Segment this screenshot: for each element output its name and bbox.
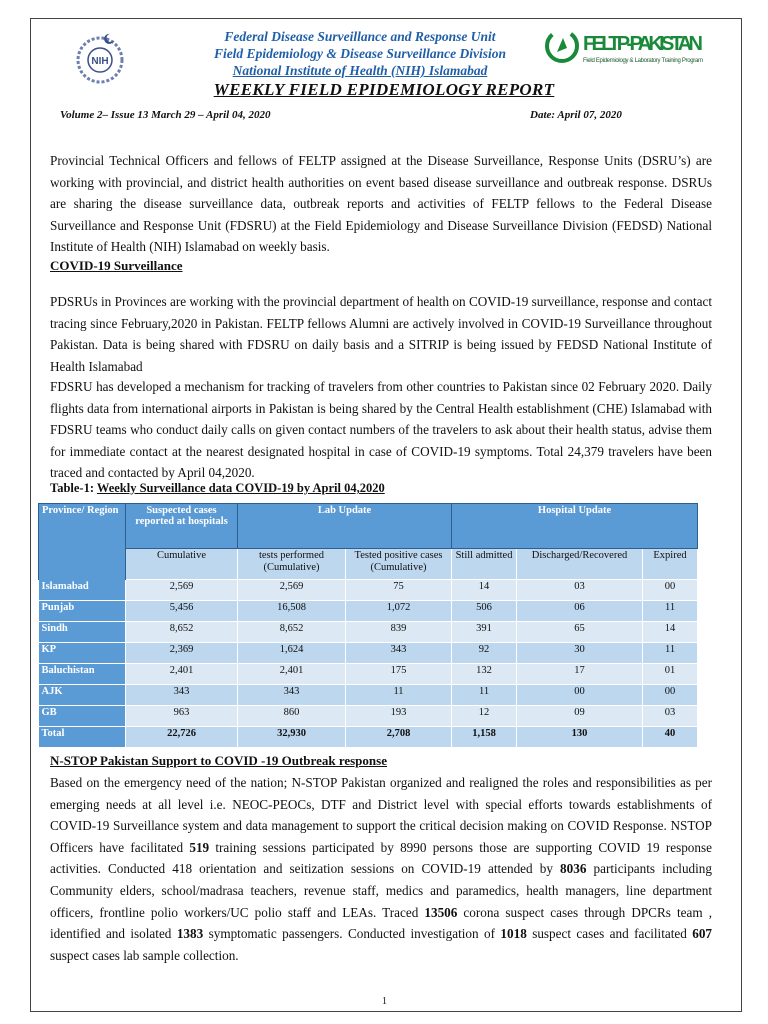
value-cell: 2,401 — [238, 664, 346, 685]
region-cell: Baluchistan — [39, 664, 126, 685]
text: participants including Community elders, school/madrasa teachers, revenue staff, medics and paramedics, health managers, line department officers, frontline polio workers/UC polio staff and LEAs. Traced — [50, 861, 712, 920]
table-row — [39, 643, 698, 664]
region-cell: Total — [39, 727, 126, 748]
value-cell: 2,569 — [126, 580, 238, 601]
value-cell: 2,401 — [126, 664, 238, 685]
text: training sessions participated by 8990 persons those are supporting COVID 19 response activities. Conducted 418 orientation and seitization sessions on COVID-19 attended by — [50, 839, 712, 877]
value-cell: 00 — [643, 580, 698, 601]
table-row — [39, 664, 698, 685]
count: 607 — [692, 926, 713, 942]
value-cell: 75 — [346, 580, 452, 601]
region-cell: Punjab — [39, 601, 126, 622]
header-region: Province/ Region — [39, 504, 126, 580]
count: 1383 — [176, 926, 204, 942]
value-cell: 00 — [517, 685, 643, 706]
value-cell: 1,624 — [238, 643, 346, 664]
nih-logo — [70, 28, 130, 88]
text: corona suspect cases through DPCRs team , identified and isolated — [50, 904, 712, 942]
subheader-still-admitted: Still admitted — [452, 549, 517, 580]
value-cell: 506 — [452, 601, 517, 622]
value-cell: 14 — [643, 622, 698, 643]
value-cell: 343 — [126, 685, 238, 706]
text: suspect cases lab sample collection. — [50, 947, 239, 963]
header-line-1: Federal Disease Surveillance and Response Unit — [224, 29, 496, 44]
value-cell: 11 — [643, 643, 698, 664]
value-cell: 2,569 — [238, 580, 346, 601]
value-cell: 8,652 — [238, 622, 346, 643]
table-row — [39, 580, 698, 601]
value-cell: 16,508 — [238, 601, 346, 622]
value-cell: 132 — [452, 664, 517, 685]
svg-text:Field Epidemiology & Laborator: Field Epidemiology & Laboratory Training Program — [583, 58, 703, 64]
header-hospital-update: Hospital Update — [452, 504, 698, 549]
caption-text: Weekly Surveillance data COVID-19 by April 04,2020 — [96, 481, 385, 495]
table-row — [39, 685, 698, 706]
value-cell: 1,072 — [346, 601, 452, 622]
value-cell: 11 — [452, 685, 517, 706]
value-cell: 14 — [452, 580, 517, 601]
value-cell: 8,652 — [126, 622, 238, 643]
header-suspected: Suspected cases reported at hospitals — [126, 504, 238, 549]
text: Based on the emergency need of the nation; N-STOP Pakistan organized and realigned the roles and responsibilities as per emerging needs at all level i.e. NEOC-PEOCs, DTF and District level with special efforts towards establishments of COVID-19 Surveillance system and data management to support the critical decision making on COVID Response. NSTOP Officers have facilitated — [50, 775, 712, 855]
value-cell: 00 — [643, 685, 698, 706]
count: 519 — [189, 839, 210, 855]
page-number: 1 — [382, 996, 387, 1007]
header-line-2: Field Epidemiology & Disease Surveillance Division — [213, 46, 507, 61]
header-line-3: National Institute of Health (NIH) Islamabad — [232, 63, 488, 78]
report-title: WEEKLY FIELD EPIDEMIOLOGY REPORT — [213, 80, 555, 99]
subheader-tests-performed: tests performed (Cumulative) — [238, 549, 346, 580]
value-cell: 03 — [517, 580, 643, 601]
value-cell: 175 — [346, 664, 452, 685]
volume-issue: Volume 2– Issue 13 March 29 – April 04, 2020 — [60, 109, 271, 121]
nstop-paragraph — [50, 772, 712, 966]
count: 1018 — [500, 926, 527, 942]
region-cell: AJK — [39, 685, 126, 706]
value-cell: 1,158 — [452, 727, 517, 748]
surveillance-table — [38, 503, 698, 748]
caption-prefix: Table-1: — [50, 481, 97, 495]
region-cell: GB — [39, 706, 126, 727]
covid-paragraph-2: FDSRU has developed a mechanism for tracking of travelers from other countries to Pakistan since 02 February 2020. Daily flights data from international airports in Pakistan is being shared by the Central Health establishment (CHE) Islamabad with FDSRU teams who conduct daily calls on given contact numbers of the travelers to ask about their health status, advise them for immediate contact at the nearest designated hospital in case of COVID-19 symptoms. Total 24,379 travelers have been traced and contacted by April 04,2020. — [50, 379, 712, 481]
value-cell: 06 — [517, 601, 643, 622]
report-date: Date: April 07, 2020 — [530, 109, 622, 121]
subheader-discharged: Discharged/Recovered — [517, 549, 643, 580]
subheader-tested-positive: Tested positive cases (Cumulative) — [346, 549, 452, 580]
subheader-expired: Expired — [643, 549, 698, 580]
value-cell: 2,369 — [126, 643, 238, 664]
count: 8036 — [560, 861, 587, 877]
svg-text:NIH: NIH — [91, 56, 109, 67]
value-cell: 11 — [643, 601, 698, 622]
region-cell: KP — [39, 643, 126, 664]
value-cell: 40 — [643, 727, 698, 748]
value-cell: 12 — [452, 706, 517, 727]
value-cell: 2,708 — [346, 727, 452, 748]
value-cell: 343 — [238, 685, 346, 706]
table-caption — [50, 481, 385, 496]
value-cell: 11 — [346, 685, 452, 706]
value-cell: 17 — [517, 664, 643, 685]
value-cell: 193 — [346, 706, 452, 727]
value-cell: 860 — [238, 706, 346, 727]
nstop-heading: N-STOP Pakistan Support to COVID -19 Outbreak response — [50, 753, 387, 768]
value-cell: 65 — [517, 622, 643, 643]
header-lab-update: Lab Update — [238, 504, 452, 549]
value-cell: 963 — [126, 706, 238, 727]
value-cell: 22,726 — [126, 727, 238, 748]
subheader-cumulative: Cumulative — [126, 549, 238, 580]
value-cell: 01 — [643, 664, 698, 685]
value-cell: 32,930 — [238, 727, 346, 748]
table-row — [39, 622, 698, 643]
covid-heading: COVID-19 Surveillance — [50, 258, 183, 273]
value-cell: 30 — [517, 643, 643, 664]
text: suspect cases and facilitated — [526, 926, 693, 942]
value-cell: 839 — [346, 622, 452, 643]
region-cell: Sindh — [39, 622, 126, 643]
intro-paragraph: Provincial Technical Officers and fellows of FELTP assigned at the Disease Surveillance, Response Units (DSRU’s) are working with provincial, and district health authorities on event based disease surveillance and outbreak response. DSRUs are sharing the disease surveillance data, outbreak reports and activities of FELTP fellows to the Federal Disease Surveillance and Response Unit (FDSRU) at the Field Epidemiology and Disease Surveillance Division (FEDSD) National Institute of Health (NIH) Islamabad on weekly basis. — [50, 153, 712, 255]
value-cell: 92 — [452, 643, 517, 664]
svg-text:FELTP-PAKISTAN: FELTP-PAKISTAN — [583, 33, 703, 55]
table-row — [39, 727, 698, 748]
covid-paragraph-1: PDSRUs in Provinces are working with the provincial department of health on COVID-19 surveillance, response and contact tracing since February,2020 in Pakistan. FELTP fellows Alumni are actively involved in COVID-19 Surveillance throughout Pakistan. Data is being shared with FDSRU on daily basis and a SITRIP is being issued by FEDSD National Institute of Health Islamabad — [50, 294, 712, 374]
value-cell: 391 — [452, 622, 517, 643]
value-cell: 343 — [346, 643, 452, 664]
value-cell: 09 — [517, 706, 643, 727]
table-row — [39, 601, 698, 622]
header-block — [160, 28, 560, 79]
value-cell: 130 — [517, 727, 643, 748]
value-cell: 03 — [643, 706, 698, 727]
value-cell: 5,456 — [126, 601, 238, 622]
table-row — [39, 706, 698, 727]
feltp-logo — [545, 26, 705, 68]
count: 13506 — [424, 904, 458, 920]
text: symptomatic passengers. Conducted investigation of — [203, 926, 501, 942]
region-cell: Islamabad — [39, 580, 126, 601]
